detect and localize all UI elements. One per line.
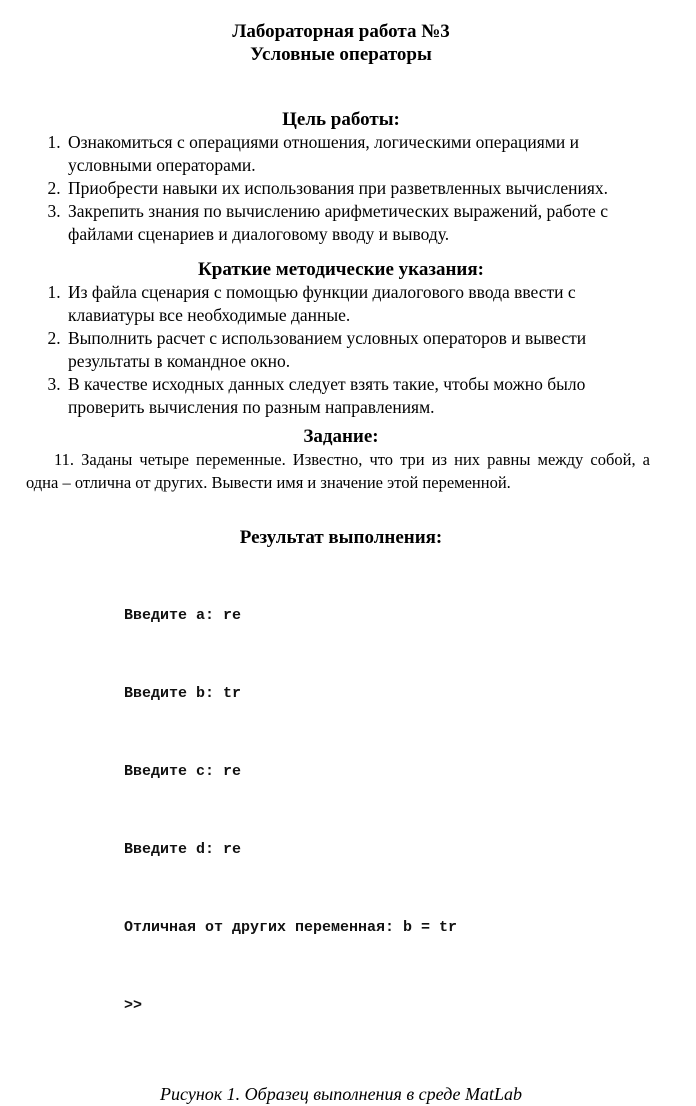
goal-list-item: 2. Приобрести навыки их использования при разветвленных вычислениях. xyxy=(65,177,656,200)
console-line: Введите a: re xyxy=(124,607,242,624)
console-line: Отличная от других переменная: b = tr xyxy=(124,919,458,936)
figure-caption: Рисунок 1. Образец выполнения в среде MatLab xyxy=(159,1084,523,1104)
task-text: 11. Заданы четыре переменные. Известно, что три из них равны между собой, а одна – отлична от других. Вывести имя и значение этой переменной. xyxy=(26,450,650,492)
console-line: Введите c: re xyxy=(124,763,242,780)
doc-title-line1: Лабораторная работа №3 xyxy=(232,21,450,42)
doc-title-line2: Условные операторы xyxy=(250,44,432,65)
goal-list-item: 3. Закрепить знания по вычислению арифметических выражений, работе с файлами сценариев и диалоговому вводу и выводу. xyxy=(65,200,656,246)
console-line: Введите d: re xyxy=(124,841,242,858)
section-heading-guidelines: Краткие методические указания: xyxy=(198,259,484,280)
guidelines-list xyxy=(26,281,656,419)
console-line: Введите b: tr xyxy=(124,685,242,702)
goal-list xyxy=(26,131,656,246)
guidelines-list-item: 3. В качестве исходных данных следует взять такие, чтобы можно было проверить вычисления по разным направлениям. xyxy=(65,373,656,419)
doc-title xyxy=(26,20,656,66)
section-heading-goal: Цель работы: xyxy=(282,109,400,130)
section-heading-result: Результат выполнения: xyxy=(239,527,443,548)
guidelines-list-item: 2. Выполнить расчет с использованием условных операторов и вывести результаты в командное окно. xyxy=(65,327,656,373)
console-output xyxy=(124,551,656,1071)
console-prompt: >> xyxy=(124,997,143,1014)
section-heading-task: Задание: xyxy=(303,426,379,447)
goal-list-item: 1. Ознакомиться с операциями отношения, логическими операциями и условными операторами. xyxy=(65,131,656,177)
guidelines-list-item: 1. Из файла сценария с помощью функции диалогового ввода ввести с клавиатуры все необходимые данные. xyxy=(65,281,656,327)
